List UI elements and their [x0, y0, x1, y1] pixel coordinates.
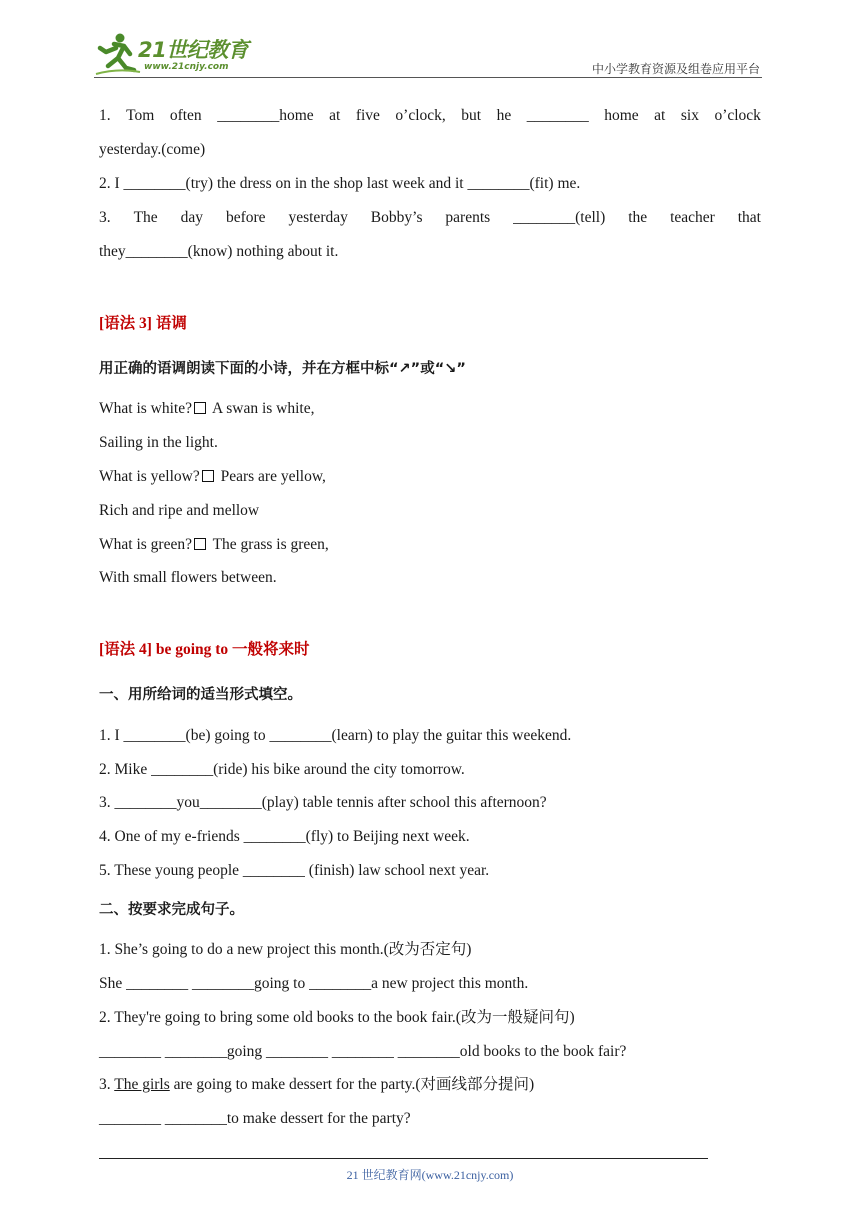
underlined-phrase: The girls: [114, 1076, 170, 1093]
part-2-item-2: 2. They're going to bring some old books to the book fair.(改为一般疑问句): [99, 1009, 575, 1026]
poem-question: What is yellow?: [99, 468, 200, 485]
part-1-item-1: 1. I ________(be) going to ________(learn) to play the guitar this weekend.: [99, 727, 572, 744]
poem-line-1: [99, 399, 761, 419]
part-2-answer-2: ________ ________going ________ ________ ________old books to the book fair?: [99, 1043, 627, 1060]
part-2-title: 二、按要求完成句子。: [99, 902, 244, 918]
part-1-title: 一、用所给词的适当形式填空。: [99, 687, 302, 703]
word: Bobby’s: [370, 209, 423, 226]
answer-box[interactable]: [202, 470, 214, 482]
word: home: [604, 107, 639, 124]
poem-line-2: Sailing in the light.: [99, 434, 218, 451]
runner-logo-icon: [94, 32, 142, 78]
page-header: [94, 28, 762, 80]
word: teacher: [670, 209, 715, 226]
word: o’clock: [714, 107, 761, 124]
question-1-line-2: yesterday.(come): [99, 141, 206, 158]
word: at: [654, 107, 666, 124]
word: The: [133, 209, 158, 226]
part-2-answer-3: ________ ________to make dessert for the party?: [99, 1110, 411, 1127]
poem-answer: Pears are yellow,: [216, 468, 326, 485]
word: often: [169, 107, 202, 124]
section-4-title: [语法 4] be going to 一般将来时: [99, 641, 310, 658]
brand-url: www.21cnjy.com: [144, 62, 229, 72]
part-1-item-4: 4. One of my e-friends ________(fly) to Beijing next week.: [99, 828, 470, 845]
footer-text: 21 世纪教育网(www.21cnjy.com): [346, 1168, 514, 1182]
word: he: [496, 107, 512, 124]
part-2-answer-1: She ________ ________going to ________a new project this month.: [99, 975, 529, 992]
poem-line-4: Rich and ripe and mellow: [99, 502, 260, 519]
poem-question: What is green?: [99, 536, 192, 553]
item-rest: are going to make dessert for the party.(对画线部分提问): [169, 1076, 535, 1093]
word: ________home: [217, 107, 314, 124]
word: o’clock,: [395, 107, 446, 124]
item-number: 3.: [99, 1076, 115, 1093]
word: Tom: [126, 107, 155, 124]
answer-box[interactable]: [194, 538, 206, 550]
question-3-line-1: [99, 208, 761, 228]
word: at: [329, 107, 341, 124]
word: five: [355, 107, 380, 124]
poem-question: What is white?: [99, 400, 192, 417]
site-logo: [94, 32, 264, 78]
section-3-instruction: 用正确的语调朗读下面的小诗，并在方框中标“↗”或“↘”: [99, 361, 466, 377]
question-1-line-1: [99, 106, 761, 126]
part-1-item-3: 3. ________you________(play) table tennis after school this afternoon?: [99, 794, 547, 811]
part-1-item-2: 2. Mike ________(ride) his bike around the city tomorrow.: [99, 761, 465, 778]
word: before: [225, 209, 266, 226]
word: yesterday: [288, 209, 348, 226]
word: 1.: [99, 107, 111, 124]
question-2: 2. I ________(try) the dress on in the shop last week and it ________(fit) me.: [99, 175, 581, 192]
word: parents: [445, 209, 491, 226]
word: ________: [526, 107, 589, 124]
word: 3.: [99, 209, 111, 226]
part-2-item-1: 1. She’s going to do a new project this month.(改为否定句): [99, 941, 472, 958]
word: the: [628, 209, 648, 226]
question-3-line-2: they________(know) nothing about it.: [99, 243, 339, 260]
poem-line-6: With small flowers between.: [99, 569, 277, 586]
poem-line-3: [99, 467, 761, 487]
part-1-item-5: 5. These young people ________ (finish) law school next year.: [99, 862, 490, 879]
word: ________(tell): [513, 209, 606, 226]
poem-answer: A swan is white,: [208, 400, 315, 417]
header-divider: [94, 77, 762, 78]
word: day: [180, 209, 203, 226]
word: six: [680, 107, 699, 124]
section-3-title: [语法 3] 语调: [99, 315, 187, 332]
footer-divider: [99, 1158, 708, 1159]
answer-box[interactable]: [194, 402, 206, 414]
word: that: [737, 209, 761, 226]
poem-answer: The grass is green,: [208, 536, 329, 553]
header-tagline: 中小学教育资源及组卷应用平台: [591, 62, 760, 76]
part-2-item-3: [99, 1075, 761, 1095]
poem-line-5: [99, 535, 761, 555]
word: but: [461, 107, 482, 124]
brand-name: 21世纪教育: [138, 38, 249, 62]
